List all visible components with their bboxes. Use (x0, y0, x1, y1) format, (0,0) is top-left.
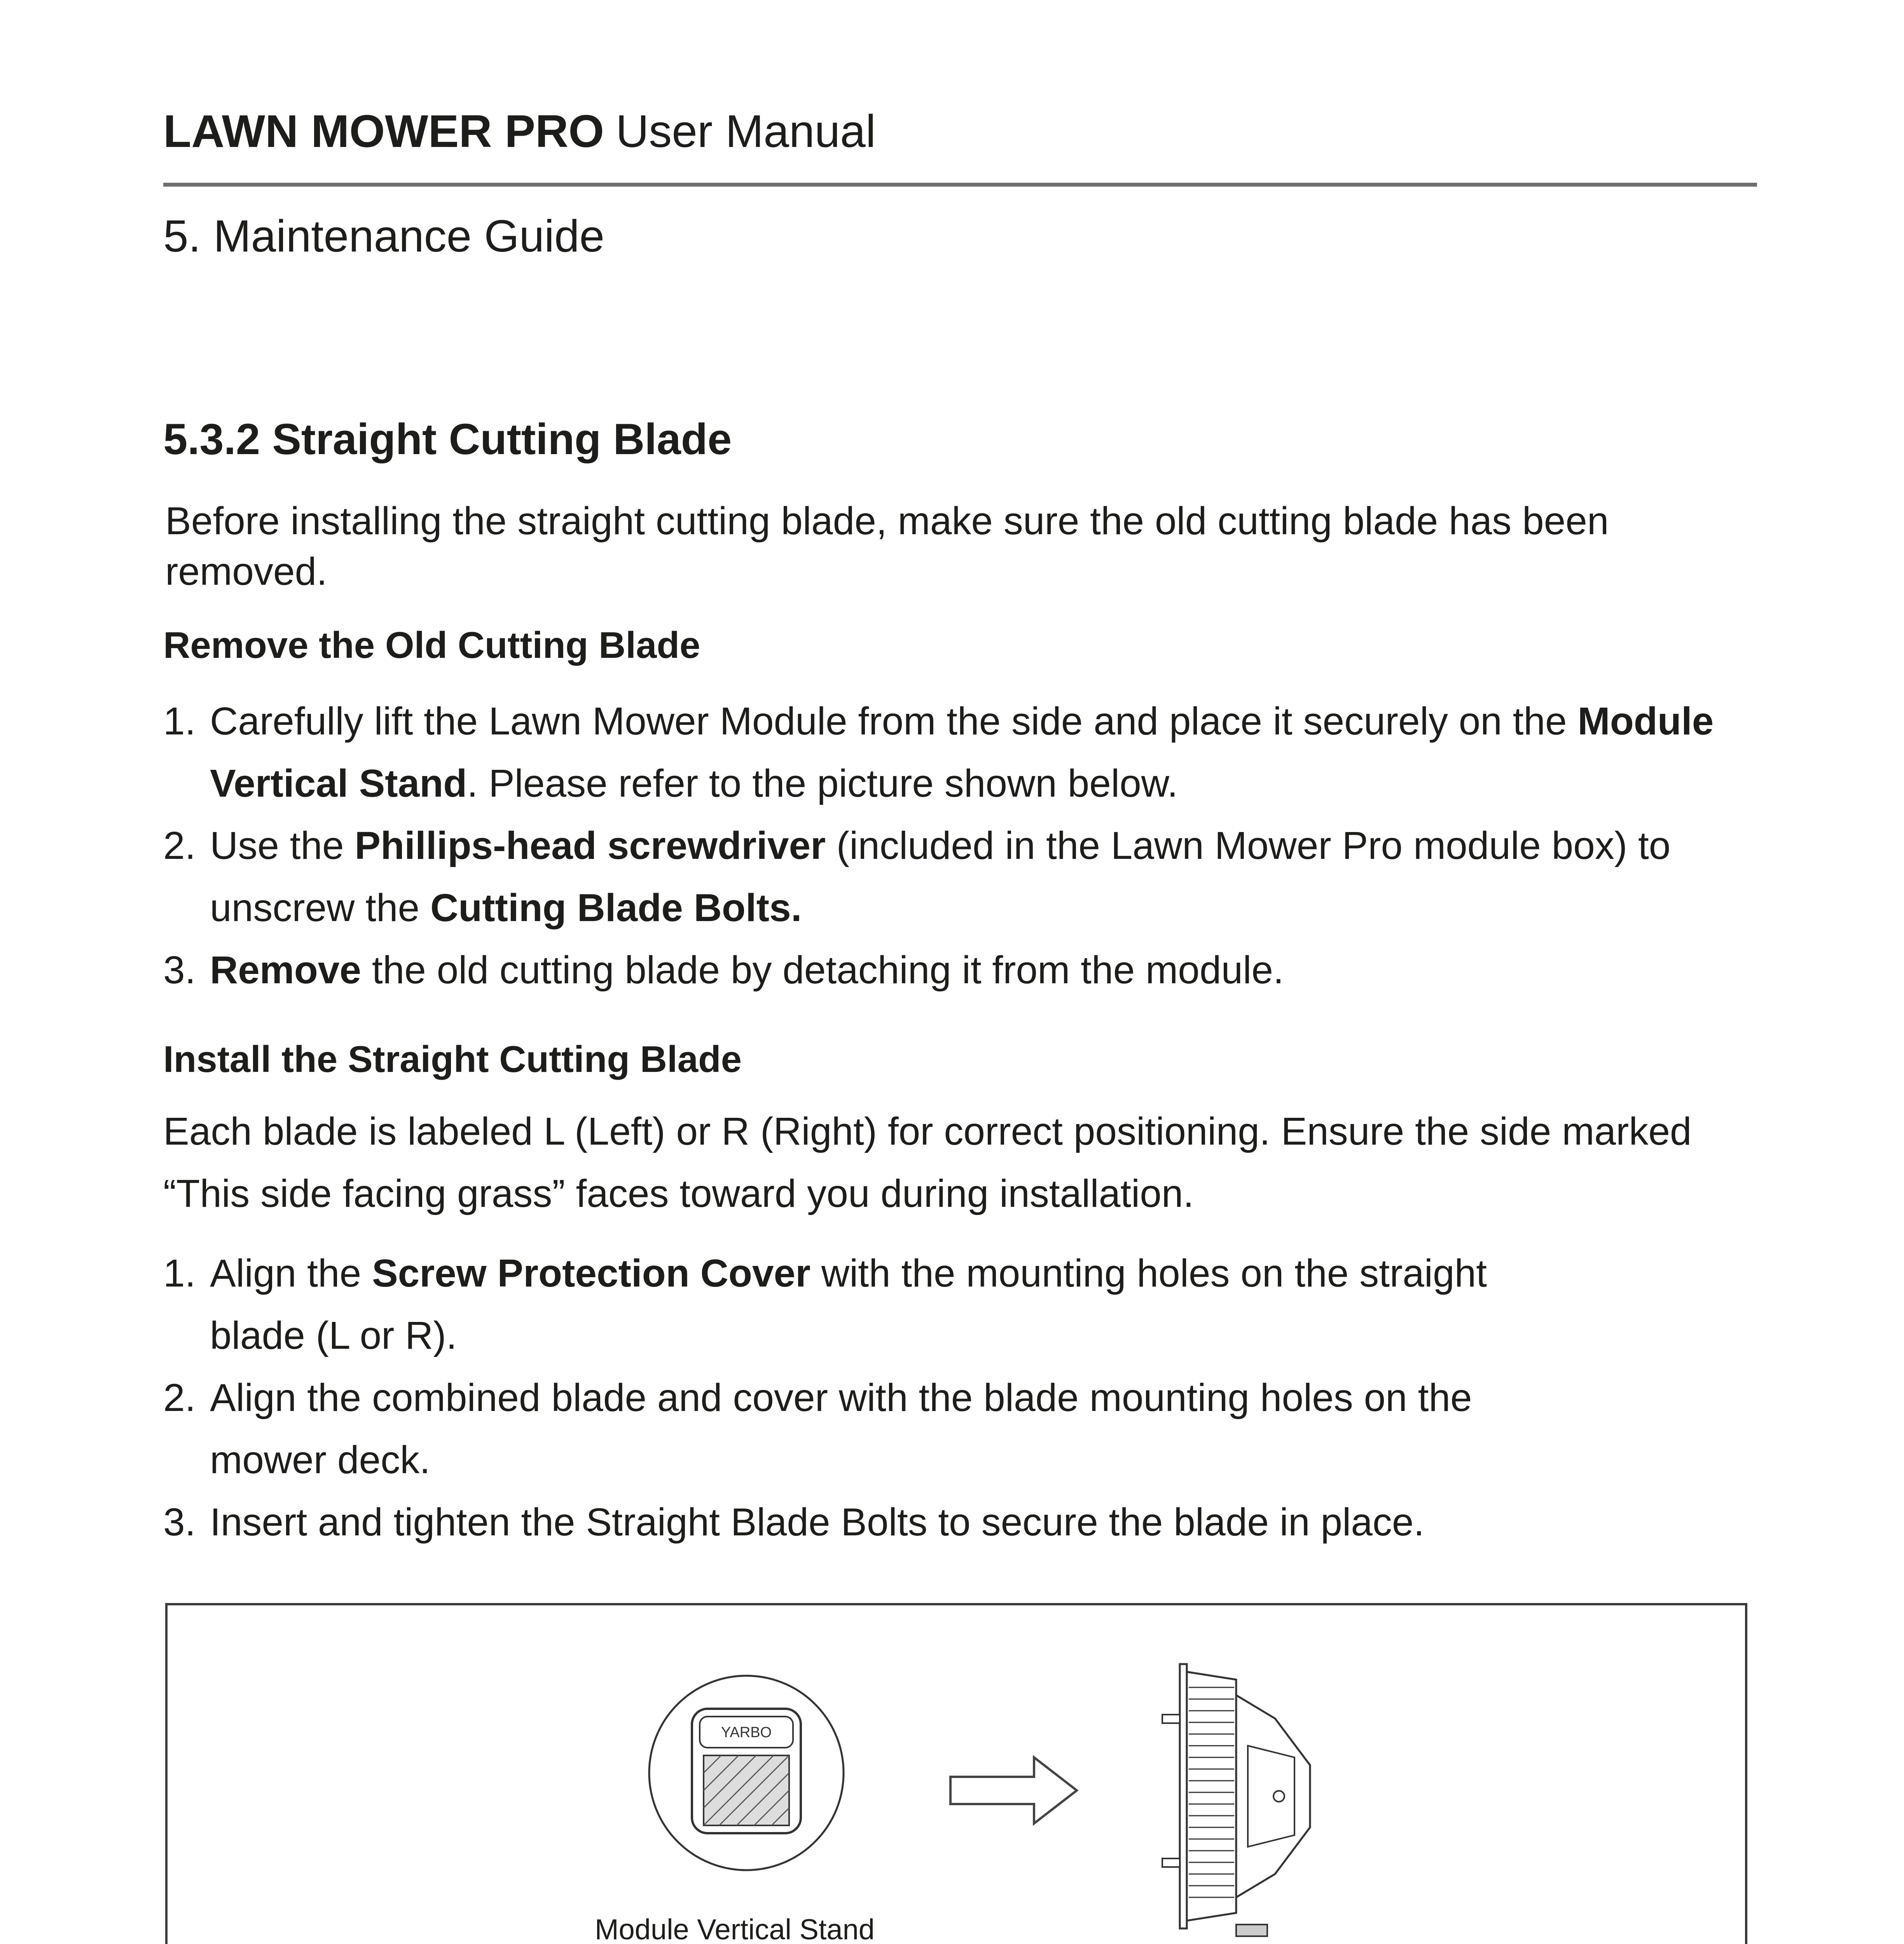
mower-module-side-view (1147, 1656, 1333, 1936)
manual-title (163, 105, 876, 158)
install-description: Each blade is labeled L (Left) or R (Right) for correct positioning. Ensure the side marked “This side facing grass” faces toward you during installation. (163, 1110, 1692, 1215)
arrow-right-icon (949, 1753, 1081, 1827)
install-heading: Install the Straight Cutting Blade (163, 1038, 742, 1080)
list-item: 2. Align the combined blade and cover with the blade mounting holes on the mower deck. (163, 1376, 1472, 1482)
doc-type: User Manual (616, 106, 876, 157)
page-title: 5.3.2 Straight Cutting Blade (163, 415, 732, 463)
list-item: 1. Carefully lift the Lawn Mower Module from the side and place it securely on the Module Vertical Stand. Please refer to the picture shown below. (163, 699, 1714, 805)
list-item: 3. Insert and tighten the Straight Blade Bolts to secure the blade in place. (163, 1500, 1425, 1544)
section-label: 5. Maintenance Guide (163, 211, 604, 261)
list-item: 2. Use the Phillips-head screwdriver (included in the Lawn Mower Pro module box) to unscrew the Cutting Blade Bolts. (163, 824, 1671, 930)
remove-steps (163, 690, 1784, 1001)
intro-paragraph: Before installing the straight cutting blade, make sure the old cutting blade has been removed. (165, 499, 1609, 593)
list-item: 1. Align the Screw Protection Cover with the mounting holes on the straight blade (L or R). (163, 1252, 1487, 1357)
header-divider (163, 183, 1757, 187)
install-steps (163, 1242, 1784, 1553)
figure-caption: Module Vertical Stand (595, 1913, 875, 1944)
remove-heading: Remove the Old Cutting Blade (163, 624, 700, 666)
list-item: 3. Remove the old cutting blade by detaching it from the module. (163, 948, 1284, 992)
stand-brand: YARBO (721, 1724, 772, 1741)
vertical-stand-illustration (645, 1672, 847, 1874)
product-name: LAWN MOWER PRO (163, 106, 604, 157)
